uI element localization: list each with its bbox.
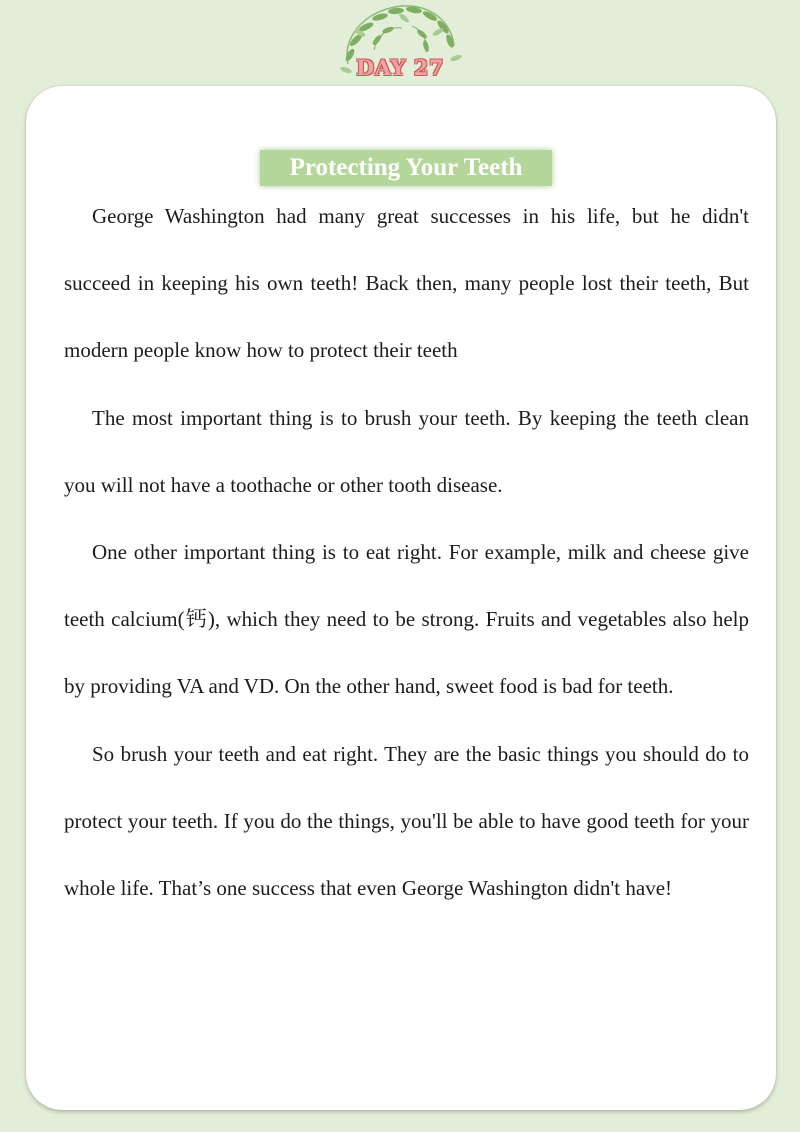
- article-body: [64, 183, 749, 922]
- day-badge: [330, 0, 470, 88]
- paragraph: One other important thing is to eat right. For example, milk and cheese give teeth calcium(钙), which they need to be strong. Fruits and vegetables also help by providing VA and VD. On the other hand, sweet food is bad for teeth.: [64, 540, 749, 699]
- paragraph: George Washington had many great successes in his life, but he didn't succeed in keeping his own teeth! Back then, many people lost their teeth, But modern people know how to protect their teeth: [64, 204, 749, 363]
- paragraph: So brush your teeth and eat right. They are the basic things you should do to protect your teeth. If you do the things, you'll be able to have good teeth for your whole life. That’s one success that even George Washington didn't have!: [64, 741, 749, 901]
- paragraph: The most important thing is to brush your teeth. By keeping the teeth clean you will not have a toothache or other tooth disease.: [64, 405, 749, 497]
- reading-card: [26, 86, 776, 1110]
- article-title: Protecting Your Teeth: [289, 154, 523, 181]
- day-label: DAY 27: [356, 55, 444, 80]
- title-banner: [260, 150, 552, 186]
